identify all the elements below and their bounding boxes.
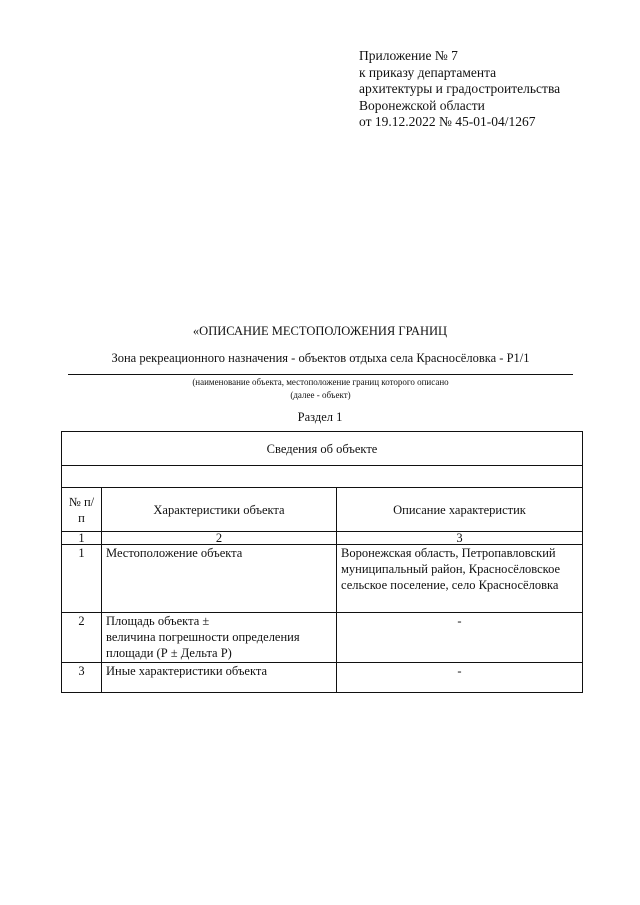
document-title: «ОПИСАНИЕ МЕСТОПОЛОЖЕНИЯ ГРАНИЦ [192, 324, 448, 338]
col-index: 3 [337, 532, 583, 545]
object-name: Зона рекреационного назначения - объектов отдыха села Красносёловка - Р1/1 [111, 351, 530, 365]
row-characteristic: Местоположение объекта [102, 545, 337, 613]
row-num: 1 [62, 545, 102, 613]
row-characteristic-line: величина погрешности определения площади (Р ± Дельта Р) [106, 630, 300, 660]
appendix-line: Приложение № 7 [359, 48, 458, 63]
col-header-characteristic: Характеристики объекта [102, 488, 337, 532]
row-num: 3 [62, 663, 102, 693]
table-spacer-row [62, 466, 583, 488]
section-title: Раздел 1 [297, 410, 343, 424]
col-header-num: № п/п [62, 488, 102, 532]
table-heading: Сведения об объекте [62, 432, 583, 466]
object-name-hint: (наименование объекта, местоположение границ которого описано [192, 377, 449, 387]
row-description: - [337, 663, 583, 693]
row-characteristic: Иные характеристики объекта [102, 663, 337, 693]
appendix-line: Воронежской области [359, 97, 485, 113]
row-characteristic-line: Площадь объекта ± [106, 614, 210, 628]
table-row [62, 613, 583, 663]
appendix-line: от 19.12.2022 № 45-01-04/1267 [359, 114, 536, 129]
underline-rule [68, 374, 573, 375]
row-description: - [337, 613, 583, 663]
row-num: 2 [62, 613, 102, 663]
table-row [62, 545, 583, 613]
object-info-table [61, 431, 583, 693]
row-description: Воронежская область, Петропавловский муниципальный район, Красносёловское сельское поселение, село Красносёловка [337, 545, 583, 613]
row-characteristic [102, 613, 337, 663]
appendix-line: архитектуры и градостроительства [359, 81, 561, 96]
table-header-row [62, 488, 583, 532]
appendix-line: к приказу департамента [359, 64, 497, 80]
table-row [62, 663, 583, 693]
col-index: 1 [62, 532, 102, 545]
col-index: 2 [102, 532, 337, 545]
table-spacer [62, 466, 583, 488]
table-heading-row [62, 432, 583, 466]
object-name-hint-2: (далее - объект) [290, 390, 351, 400]
table-index-row [62, 532, 583, 545]
appendix-header [359, 48, 560, 131]
col-header-description: Описание характеристик [337, 488, 583, 532]
